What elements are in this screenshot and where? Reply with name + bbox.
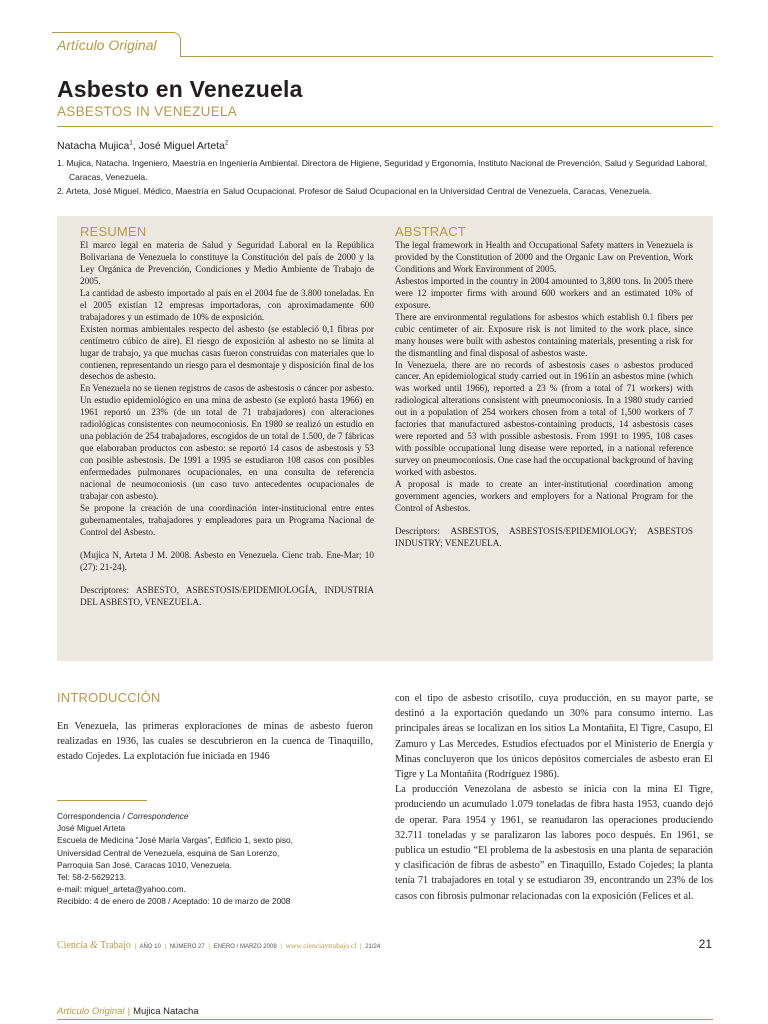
running-head-section: Artículo Original	[57, 1006, 125, 1017]
affiliation-1: 1. Mujica, Natacha. Ingeniero, Maestría en Ingeniería Ambiental. Directora de Higiene, Seguridad y Ergonomía, Instituto Nacional de Prevención, Salud y Seguridad Laboral, Caracas, Venezuela.	[57, 158, 708, 182]
journal-number: NÚMERO 27	[169, 944, 205, 950]
resumen-paragraph: El marco legal en materia de Salud y Seguridad Laboral en la República Bolivariana de Venezuela lo constituye la Constitución del país de 2000 y la Ley Orgánica de Prevención, Condiciones y Medio Ambiente de Trabajo de 2005.	[80, 240, 374, 286]
body-paragraph: con el tipo de asbesto crisotilo, cuya producción, en su mayor parte, se destinó a la exportación quedando un 30% para consumo interno. Las principales áreas se localizan en los sitios La Montañita, El Tigre, Casupo, El Zamuro y Las Mercedes. Estudios efectuados por el Ministerio de Energía y Minas concluyeron que los únicos depósitos comerciales de asbesto eran El Tigre y La Montañita (Rodríguez 1986).	[395, 693, 713, 781]
running-head: Artículo Original | Mujica Natacha	[57, 1006, 199, 1017]
resumen-paragraph: La cantidad de asbesto importado al país en el 2004 fue de 3.800 toneladas. En el 2005 existían 12 empresas importadoras, con aproximadamente 600 trabajadores y un estimado de 10% de exposición.	[80, 287, 374, 322]
correspondence-address: Parroquia San José, Caracas 1010, Venezuela.	[57, 859, 232, 870]
introduccion-heading: INTRODUCCIÓN	[57, 690, 161, 705]
abstract-heading: ABSTRACT	[395, 224, 466, 239]
body-paragraph: En Venezuela, las primeras exploraciones de minas de asbesto fueron realizadas en 1936, las cuales se descubrieron en la cuenca de Tinaquillo, estado Cojedes. La explotación fue iniciada en 1946	[57, 721, 373, 763]
correspondence-address: Universidad Central de Venezuela, esquina de San Lorenzo,	[57, 847, 280, 858]
author-1-sup: 1	[129, 140, 133, 147]
abstract-descriptors: Descriptors: ASBESTOS, ASBESTOSIS/EPIDEMIOLOGY; ASBESTOS INDUSTRY; VENEZUELA.	[395, 525, 693, 548]
abstract-text	[395, 240, 693, 550]
article-title: Asbesto en Venezuela	[57, 76, 303, 102]
resumen-paragraph: En Venezuela no se tienen registros de casos de asbestosis o cáncer por asbesto. Un estudio epidemiológico en una mina de asbesto (se explotó hasta 1966) en 1961 reportó un 23% (de un total de 71 trabajadores) con alteraciones radiológicas consistentes con neumoconiosis. En 1980 se realizó un estudio en una población de 254 trabajadores, escogidos de un total de 1.500, de 7 fábricas que elaboraban productos con asbesto: se reportó 14 casos de asbestosis y 53 con posible asbestosis. De 1991 a 1995 se estudiaron 108 casos con posibles enfermedades pulmonares ocupacionales, en una consulta de referencia nacional de neumoconiosis (un caso tuvo antecedentes ocupacionales de trabajar con asbesto).	[80, 383, 374, 502]
journal-footer: Ciencia & Trabajo | AÑO 10 | NÚMERO 27 | ENERO / MARZO 2008 | www.cienciaytrabajo.cl | 21/24	[57, 940, 381, 951]
running-head-author: Mujica Natacha	[133, 1006, 199, 1017]
correspondence-label	[57, 810, 377, 822]
bottom-rule	[57, 1019, 713, 1020]
body-paragraph: La producción Venezolana de asbesto se inicia con la mina El Tigre, produciendo un acumulado 1.079 toneladas de fibra hasta 1953, cuando dejó de operar. Para 1954 y 1961, se reanudaron las operaciones produciendo 32.711 toneladas y se paralizaron las labores poco después. En 1961, se publica un estudio “El problema de la asbestosis en una planta de separación y clasificación de fibras de asbesto” en Tinaquillo, Estado Cojedes; la planta tenía 71 trabajadores en total y se estudiaron 39, encontrando un 23% de los casos con fibrosis pulmonar relacionadas con la exposición (Felices et al.	[395, 784, 713, 902]
affiliations	[57, 156, 717, 198]
author-2: José Miguel Arteta	[138, 140, 225, 152]
resumen-citation: (Mujica N, Arteta J M. 2008. Asbesto en Venezuela. Cienc trab. Ene-Mar; 10 (27): 21-24).	[80, 549, 374, 572]
journal-pages: 21/24	[365, 944, 381, 950]
correspondence-address: Escuela de Medicina “José María Vargas”, Edificio 1, sexto piso,	[57, 835, 293, 846]
abstract-paragraph: In Venezuela, there are no records of asbestosis cases o asbestos produced cancer. An epidemiological study carried out in 1961in an asbestos mine (which was worked until 1966), reported a 23 % (from a total of 71 workers) with radiological alterations consistent with pneumoconiosis. In a 1980 study carried out in a population of 254 workers chosen from a total of 1,500 workers of 7 factories that manufactured asbestos-containing products, 14 asbestosis cases were reported and 53 with possible asbestosis. From 1991 to 1995, 108 cases with possible occupational lung disease were reported, in a national reference survey on pneumoconiosis. One case had the occupational background of having worked with asbestos.	[395, 359, 693, 478]
resumen-paragraph: Existen normas ambientales respecto del asbesto (se estableció 0,1 fibras por centímetro cúbico de aire). El riesgo de exposición al asbesto no se limita al lugar de trabajo, ya que muchas casas fueron construidas con materiales que lo contienen, representando un riesgo para el desmontaje y disposición final de los desechos de asbesto.	[80, 323, 374, 382]
correspondence-label-en: Correspondence	[127, 811, 189, 821]
journal-ampersand: &	[90, 940, 98, 951]
correspondence-block	[57, 810, 377, 908]
introduccion-text	[57, 719, 373, 765]
author-separator: ,	[132, 140, 139, 152]
resumen-paragraph: Se propone la creación de una coordinación inter-institucional entre entes gubernamentales, trabajadores y empleadores para un Programa Nacional de Control del Asbesto.	[80, 502, 374, 537]
section-tab	[52, 32, 181, 57]
journal-months: ENERO / MARZO 2008	[213, 944, 277, 950]
correspondence-name: José Miguel Arteta	[57, 823, 126, 834]
abstract-paragraph: Asbestos imported in the country in 2004 amounted to 3,800 tons. In 2005 there were 12 importer firms with around 600 workers and an estimated 10% of exposure.	[395, 275, 693, 310]
abstract-paragraph: The legal framework in Health and Occupational Safety matters in Venezuela is provided by the Constitution of 2000 and the Organic Law on Prevention, Work Conditions and Work Environment of 2005.	[395, 240, 693, 274]
journal-url: www.cienciaytrabajo.cl	[285, 941, 357, 950]
abstract-paragraph: There are environmental regulations for asbestos which establish 0.1 fibers per cubic centimeter of air. Exposure risk is not limited to the work place, since many houses were built with asbestos containing materials, presenting a risk for the dismantling and final disposal of asbestos waste.	[395, 311, 693, 358]
correspondence-phone: Tel: 58-2-5629213.	[57, 872, 127, 883]
affiliation-2: 2. Arteta, José Miguel. Médico, Maestría en Salud Ocupacional. Profesor de Salud Ocupacional en la Universidad Central de Venezuela, Caracas, Venezuela.	[57, 186, 652, 196]
journal-name	[57, 940, 131, 951]
journal-name-part: Ciencia	[57, 940, 91, 951]
correspondence-email: e-mail: miguel_arteta@yahoo.com.	[57, 884, 186, 895]
correspondence-rule	[57, 800, 147, 801]
header-rule	[180, 56, 713, 57]
section-label: Artículo Original	[57, 37, 157, 53]
journal-name-part: Trabajo	[97, 940, 131, 951]
page-number: 21	[698, 937, 712, 951]
article-subtitle: ASBESTOS IN VENEZUELA	[57, 104, 238, 119]
received-accepted-dates: Recibido: 4 de enero de 2008 / Aceptado: 10 de marzo de 2008	[57, 896, 291, 907]
correspondence-label-es: Correspondencia /	[57, 811, 128, 821]
author-2-sup: 2	[224, 140, 229, 147]
author-1: Natacha Mujica	[57, 140, 130, 152]
abstract-paragraph: A proposal is made to create an inter-institutional coordination among government agencies, workers and employers for a National Program for the Control of Asbestos.	[395, 479, 693, 513]
title-rule	[57, 126, 713, 127]
resumen-heading: RESUMEN	[80, 224, 147, 239]
journal-year: AÑO 10	[139, 944, 161, 950]
authors	[57, 140, 228, 152]
resumen-text	[80, 240, 374, 609]
right-column-text	[395, 691, 713, 904]
resumen-descriptors: Descriptores: ASBESTO, ASBESTOSIS/EPIDEMIOLOGÍA, INDUSTRIA DEL ASBESTO, VENEZUELA.	[80, 584, 374, 607]
